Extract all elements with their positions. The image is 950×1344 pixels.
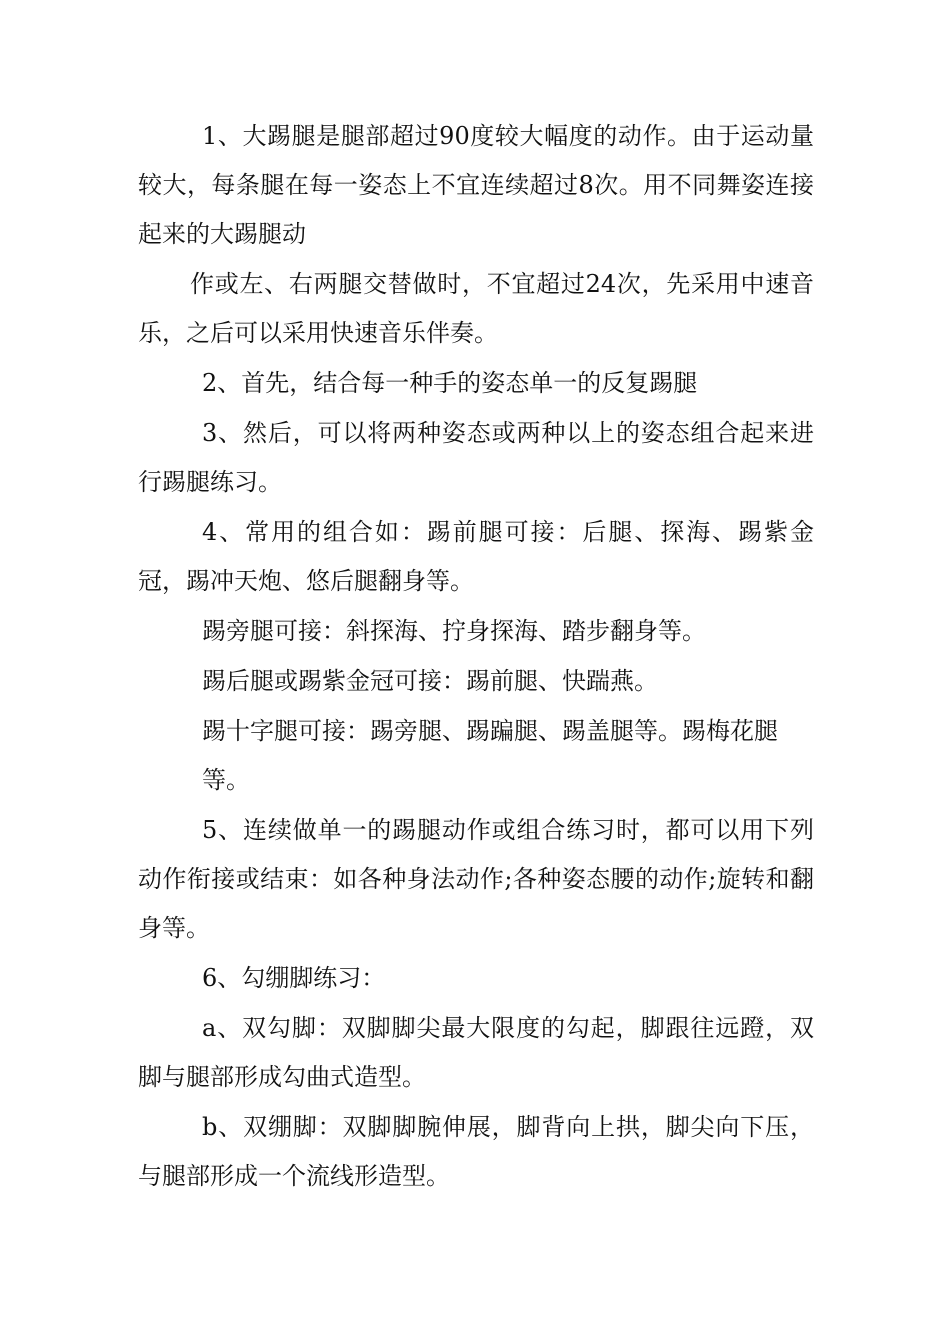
- paragraph-6: 踢旁腿可接：斜探海、拧身探海、踏步翻身等。: [202, 617, 706, 645]
- paragraph-7: 踢后腿或踢紫金冠可接：踢前腿、快踹燕。: [202, 667, 658, 695]
- paragraph-9: 5、连续做单一的踢腿动作或组合练习时，都可以用下列动作衔接或结束：如各种身法动作;各种姿态腰的动作;旋转和翻身等。: [138, 816, 814, 942]
- paragraph-12: b、双绷脚：双脚脚腕伸展，脚背向上拱，脚尖向下压，与腿部形成一个流线形造型。: [138, 1113, 814, 1190]
- paragraph-4: 3、然后，可以将两种姿态或两种以上的姿态组合起来进行踢腿练习。: [138, 419, 814, 496]
- paragraph-2: 作或左、右两腿交替做时，不宜超过24次，先采用中速音乐，之后可以采用快速音乐伴奏。: [138, 270, 814, 347]
- paragraph-11: a、双勾脚：双脚脚尖最大限度的勾起，脚跟往远蹬，双脚与腿部形成勾曲式造型。: [138, 1014, 814, 1091]
- paragraph-10: 6、勾绷脚练习：: [202, 964, 386, 992]
- paragraph-5: 4、常用的组合如：踢前腿可接：后腿、探海、踢紫金冠，踢冲天炮、悠后腿翻身等。: [138, 518, 814, 595]
- paragraph-8: 踢十字腿可接：踢旁腿、踢蹁腿、踢盖腿等。踢梅花腿等。: [202, 717, 778, 794]
- paragraph-3: 2、首先，结合每一种手的姿态单一的反复踢腿: [202, 369, 698, 397]
- document-body: [138, 112, 814, 1202]
- paragraph-1: 1、大踢腿是腿部超过90度较大幅度的动作。由于运动量较大，每条腿在每一姿态上不宜连续超过8次。用不同舞姿连接起来的大踢腿动: [138, 122, 814, 248]
